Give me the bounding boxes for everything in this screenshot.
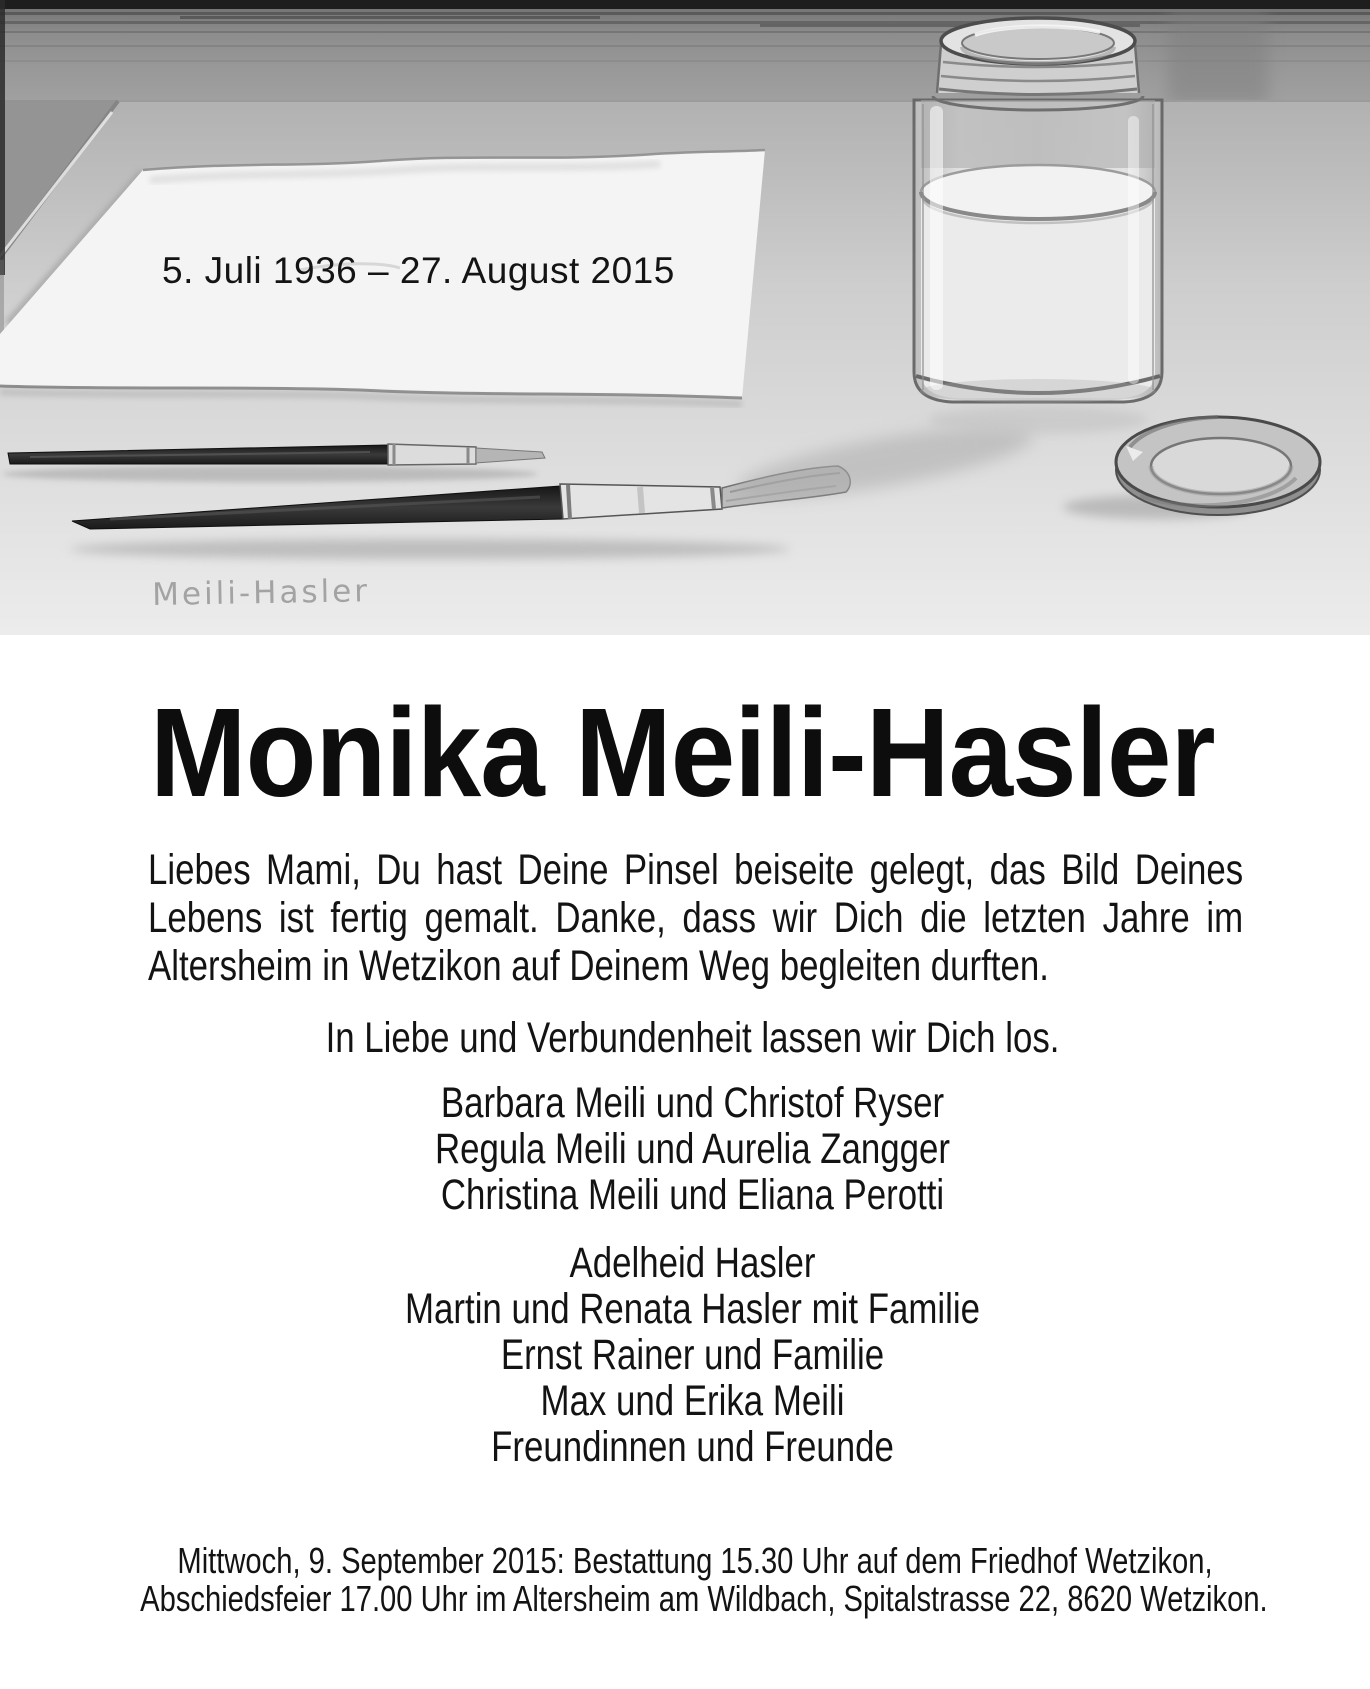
mourner-line: Barbara Meili und Christof Ryser xyxy=(440,1079,945,1127)
mourner-line: Ernst Rainer und Familie xyxy=(500,1331,885,1379)
farewell-sentence: In Liebe und Verbundenheit lassen wir Dich los. xyxy=(325,1014,1060,1062)
mourner-line: Martin und Renata Hasler mit Familie xyxy=(405,1285,980,1333)
mourner-line: Max und Erika Meili xyxy=(540,1377,845,1425)
mourner-line: Regula Meili und Aurelia Zangger xyxy=(434,1125,951,1173)
funeral-details xyxy=(140,1540,1268,1619)
paragraph-line: Altersheim in Wetzikon auf Deinem Weg begleiten durften. xyxy=(148,942,1049,990)
farewell-paragraph xyxy=(148,846,1243,990)
mourner-line: Christina Meili und Eliana Perotti xyxy=(440,1171,945,1219)
artist-signature: Meili-Hasler xyxy=(151,573,371,613)
funeral-detail-line: Abschiedsfeier 17.00 Uhr im Altersheim am Wildbach, Spitalstrasse 22, 8620 Wetzikon. xyxy=(140,1578,1268,1619)
still-life-artwork xyxy=(0,0,1370,635)
paragraph-line: Liebes Mami, Du hast Deine Pinsel beiseite gelegt, das Bild Deines xyxy=(148,846,1244,894)
funeral-detail-line: Mittwoch, 9. September 2015: Bestattung 15.30 Uhr auf dem Friedhof Wetzikon, xyxy=(177,1540,1213,1581)
deceased-name: Monika Meili-Hasler xyxy=(150,682,1215,823)
mourner-line: Adelheid Hasler xyxy=(569,1239,816,1287)
paragraph-line: Lebens ist fertig gemalt. Danke, dass wir Dich die letzten Jahre im xyxy=(148,894,1244,942)
mourners-group-1 xyxy=(249,1080,1136,1218)
mourner-line: Freundinnen und Freunde xyxy=(491,1423,894,1471)
memorial-painting xyxy=(0,0,1370,635)
mourners-group-2 xyxy=(249,1240,1136,1470)
life-dates: 5. Juli 1936 – 27. August 2015 xyxy=(162,250,675,291)
